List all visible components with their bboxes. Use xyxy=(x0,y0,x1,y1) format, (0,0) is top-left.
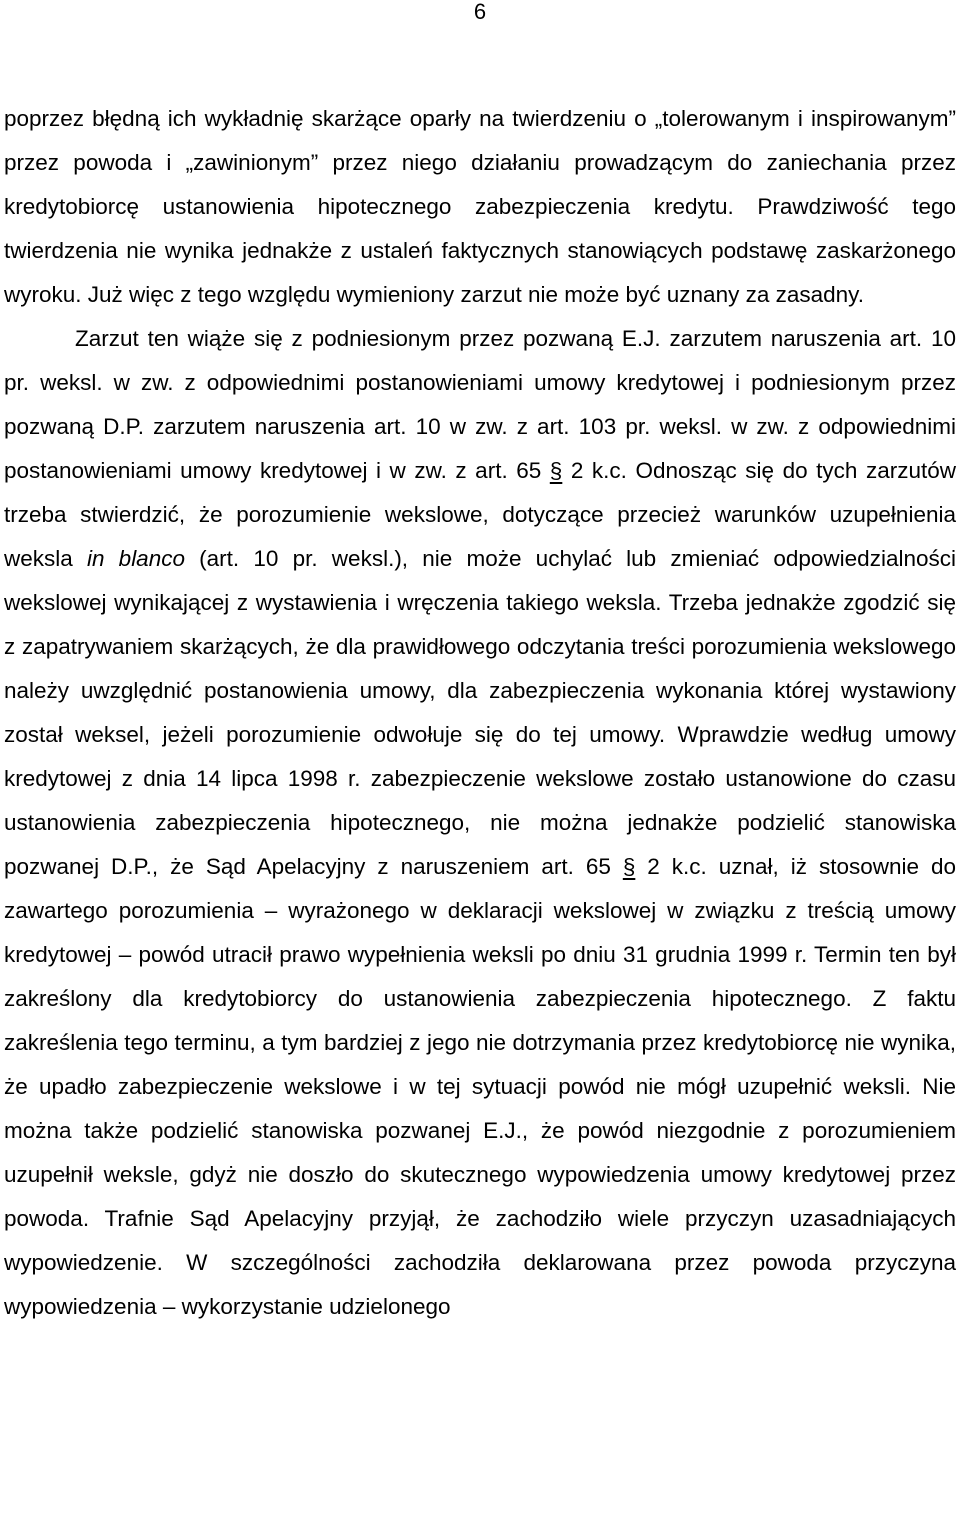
document-body xyxy=(4,97,956,1329)
paragraph-2-text-c: (art. 10 pr. weksl.), nie może uchylać lub zmieniać odpowiedzialności wekslowej wynikającej z wystawienia i wręczenia takiego weksla. Trzeba jednakże zgodzić się z zapatrywaniem skarżących, że dla prawidłowego odczytania treści porozumienia wekslowego należy uwzględnić postanowienia umowy, dla zabezpieczenia wykonania której wystawiony został weksel, jeżeli porozumienie odwołuje się do tej umowy. Wprawdzie według umowy kredytowej z dnia 14 lipca 1998 r. zabezpieczenie wekslowe zostało ustanowione do czasu ustanowienia zabezpieczenia hipotecznego, nie można jednakże podzielić stanowiska pozwanej D.P., że Sąd Apelacyjny z naruszeniem art. 65 xyxy=(4,546,956,879)
latin-phrase: in blanco xyxy=(86,546,185,571)
section-sign: § xyxy=(622,854,636,879)
section-sign: § xyxy=(549,458,563,483)
paragraph-1-text: poprzez błędną ich wykładnię skarżące oparły na twierdzeniu o „tolerowanym i inspirowanym” przez powoda i „zawinionym” przez niego działaniu prowadzącym do zaniechania przez kredytobiorcę ustanowienia hipotecznego zabezpieczenia kredytu. Prawdziwość tego twierdzenia nie wynika jednakże z ustaleń faktycznych stanowiących podstawę zaskarżonego wyroku. Już więc z tego względu wymieniony zarzut nie może być uznany za zasadny. xyxy=(4,106,956,307)
paragraph-2-text-b: 2 k.c. Odnosząc się do tych zarzutów trzeba stwierdzić, że porozumienie wekslowe, dotyczące przecież warunków uzupełnienia weksla xyxy=(4,458,956,571)
page-number: 6 xyxy=(473,0,487,24)
paragraph-2-text-d: 2 k.c. uznał, iż stosownie do zawartego porozumienia – wyrażonego w deklaracji wekslowej w związku z treścią umowy kredytowej – powód utracił prawo wypełnienia weksli po dniu 31 grudnia 1999 r. Termin ten był zakreślony dla kredytobiorcy do ustanowienia zabezpieczenia hipotecznego. Z faktu zakreślenia tego terminu, a tym bardziej z jego nie dotrzymania przez kredytobiorcę nie wynika, że upadło zabezpieczenie wekslowe i w tej sytuacji powód nie mógł uzupełnić weksli. Nie można także podzielić stanowiska pozwanej E.J., że powód niezgodnie z porozumieniem uzupełnił weksle, gdyż nie doszło do skutecznego wypowiedzenia umowy kredytowej przez powoda. Trafnie Sąd Apelacyjny przyjął, że zachodziło wiele przyczyn uzasadniających wypowiedzenie. W szczególności zachodziła deklarowana przez powoda przyczyna wypowiedzenia – wykorzystanie udzielonego xyxy=(4,854,956,1319)
paragraph-2 xyxy=(4,317,956,1329)
paragraph-1 xyxy=(4,97,956,317)
paragraph-2-text-a: Zarzut ten wiąże się z podniesionym przez pozwaną E.J. zarzutem naruszenia art. 10 pr. weksl. w zw. z odpowiednimi postanowieniami umowy kredytowej i podniesionym przez pozwaną D.P. zarzutem naruszenia art. 10 w zw. z art. 103 pr. weksl. w zw. z odpowiednimi postanowieniami umowy kredytowej i w zw. z art. 65 xyxy=(4,326,956,483)
